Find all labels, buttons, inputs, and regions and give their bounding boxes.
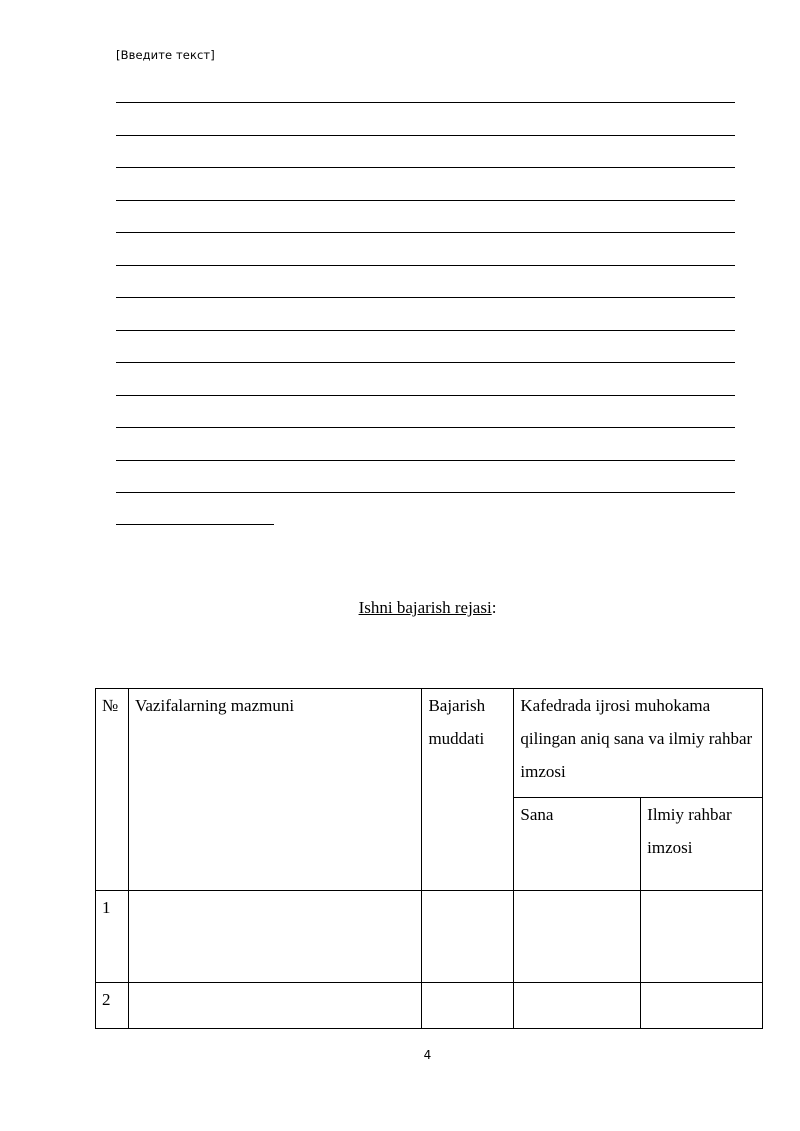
blank-line bbox=[116, 102, 735, 103]
header-deadline: Bajarish muddati bbox=[422, 689, 514, 891]
blank-line-short bbox=[116, 524, 274, 525]
row-tasks-cell[interactable] bbox=[128, 891, 421, 983]
row-signature-cell[interactable] bbox=[641, 891, 763, 983]
header-number: № bbox=[96, 689, 129, 891]
blank-line bbox=[116, 297, 735, 298]
row-number: 2 bbox=[96, 983, 129, 1029]
header-placeholder[interactable]: [Введите текст] bbox=[116, 48, 215, 62]
plan-title-text: Ishni bajarish rejasi bbox=[358, 598, 492, 617]
row-deadline-cell[interactable] bbox=[422, 891, 514, 983]
blank-line bbox=[116, 200, 735, 201]
row-date-cell[interactable] bbox=[514, 983, 641, 1029]
row-tasks-cell[interactable] bbox=[128, 983, 421, 1029]
blank-line bbox=[116, 395, 735, 396]
blank-line bbox=[116, 330, 735, 331]
header-discussion: Kafedrada ijrosi muhokama qilingan aniq sana va ilmiy rahbar imzosi bbox=[514, 689, 763, 798]
work-plan-table bbox=[95, 688, 763, 1029]
blank-line bbox=[116, 167, 735, 168]
table-row bbox=[96, 983, 763, 1029]
plan-title-colon: : bbox=[491, 598, 497, 617]
plan-title bbox=[0, 598, 800, 618]
blank-line bbox=[116, 232, 735, 233]
blank-line bbox=[116, 362, 735, 363]
header-tasks: Vazifalarning mazmuni bbox=[128, 689, 421, 891]
table-header-row bbox=[96, 689, 763, 798]
header-date: Sana bbox=[514, 798, 641, 891]
table-row bbox=[96, 891, 763, 983]
blank-line bbox=[116, 265, 735, 266]
blank-line bbox=[116, 427, 735, 428]
row-number: 1 bbox=[96, 891, 129, 983]
row-date-cell[interactable] bbox=[514, 891, 641, 983]
blank-line bbox=[116, 135, 735, 136]
blank-line bbox=[116, 460, 735, 461]
row-deadline-cell[interactable] bbox=[422, 983, 514, 1029]
header-signature: Ilmiy rahbar imzosi bbox=[641, 798, 763, 891]
page-number: 4 bbox=[423, 1048, 432, 1062]
blank-line bbox=[116, 492, 735, 493]
row-signature-cell[interactable] bbox=[641, 983, 763, 1029]
